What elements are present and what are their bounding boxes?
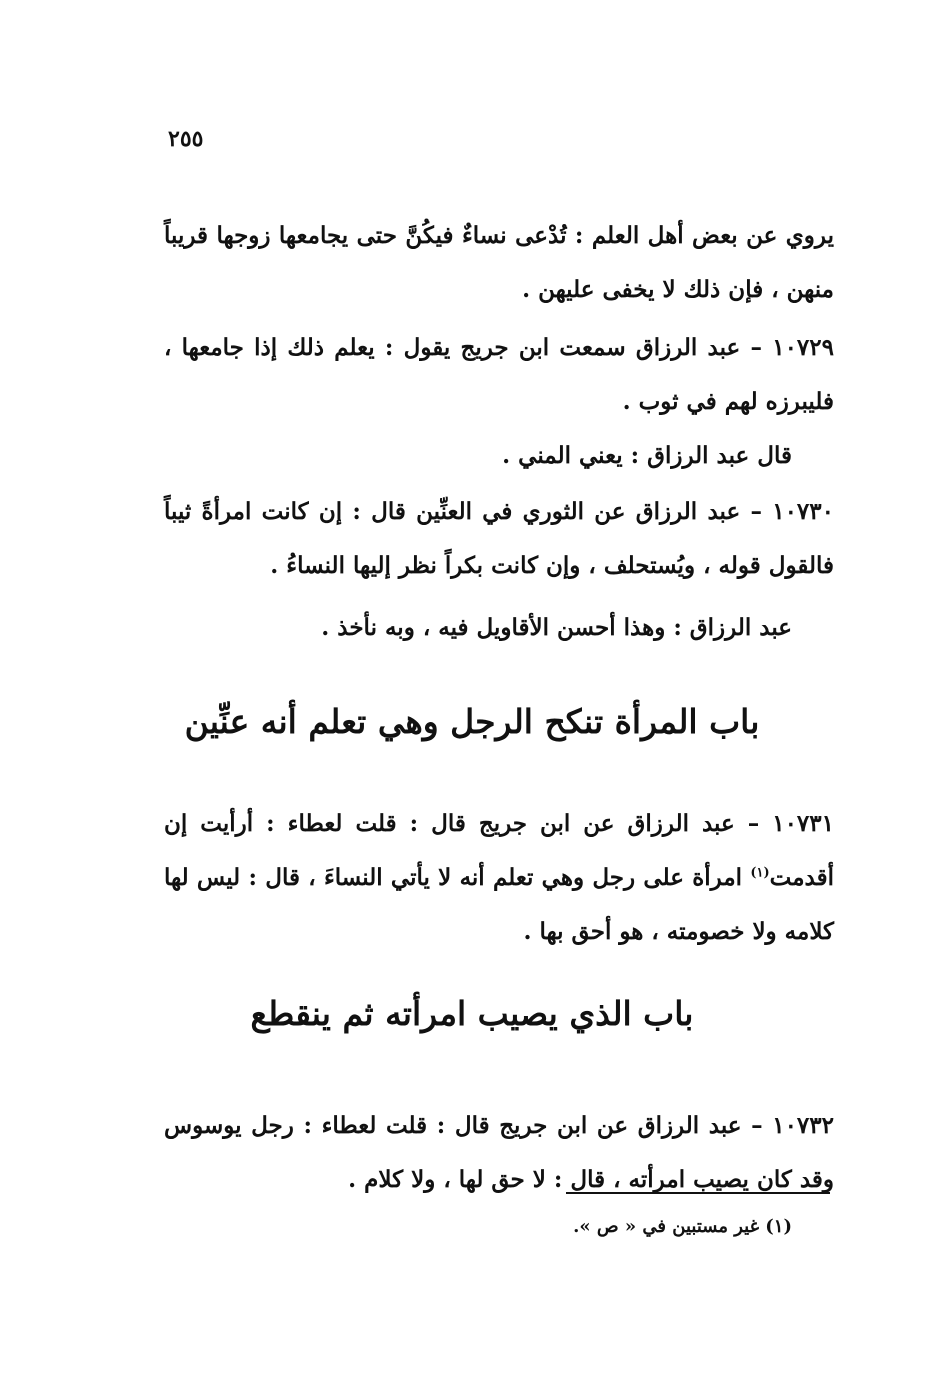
hadith-10732: ١٠٧٣٢ – عبد الرزاق عن ابن جريج قال : قلت لعطاء : رجل يوسوس وقد كان يصيب امرأته ، قال : لا حق لها ، ولا كلام .: [164, 1112, 834, 1193]
section-heading-2: باب الذي يصيب امرأته ثم ينقطع: [250, 994, 694, 1033]
hadith-10730: ١٠٧٣٠ – عبد الرزاق عن الثوري في العنِّين قال : إن كانت امرأةً ثيباً فالقول قوله ، ويُستحلف ، وإن كانت بكراً نظر إليها النساءُ .: [164, 498, 834, 579]
abd-al-razzaq-comment: قال عبد الرزاق : يعني المني .: [502, 442, 792, 469]
footnote: (١) غير مستبين في « ص ».: [573, 1216, 792, 1237]
paragraph-continuation: يروي عن بعض أهل العلم : تُدْعى نساءٌ فيكُنَّ حتى يجامعها زوجها قريباً منهن ، فإن ذلك لا يخفى عليهن .: [164, 222, 834, 303]
hadith-10731-end: امرأة على رجل وهي تعلم أنه لا يأتي النساءَ ، قال : ليس لها كلامه ولا خصومته ، هو أحق بها .: [164, 864, 834, 945]
page-number: ٢٥٥: [168, 126, 204, 152]
section-heading-1: باب المرأة تنكح الرجل وهي تعلم أنه عنِّين: [184, 702, 760, 741]
hadith-10731-start: ١٠٧٣١ – عبد الرزاق عن ابن جريج قال : قلت لعطاء : أرأيت إن أقدمت: [164, 810, 834, 891]
hadith-10729: ١٠٧٢٩ – عبد الرزاق سمعت ابن جريج يقول : يعلم ذلك إذا جامعها ، فليبرزه لهم في ثوب .: [164, 334, 834, 415]
hadith-10731: [164, 797, 834, 959]
abd-al-razzaq-opinion: عبد الرزاق : وهذا أحسن الأقاويل فيه ، وبه نأخذ .: [321, 614, 792, 641]
footnote-divider: [566, 1192, 830, 1194]
footnote-marker: (١): [750, 865, 770, 881]
